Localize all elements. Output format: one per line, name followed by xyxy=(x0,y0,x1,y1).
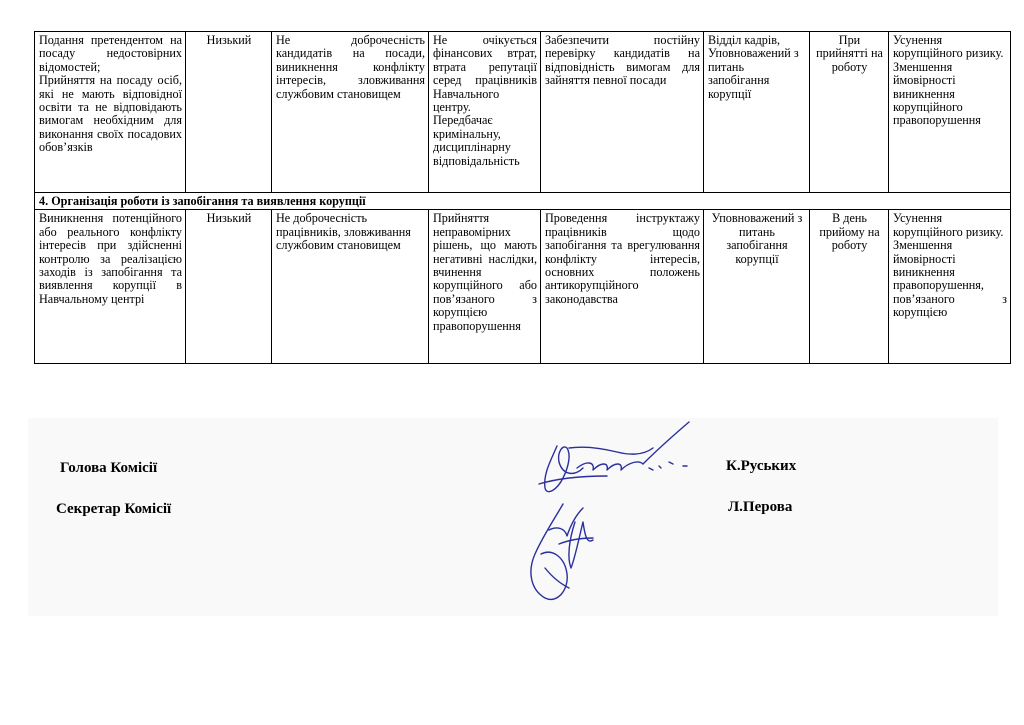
responsible-cell: Уповноважений з питань запобігання корупції xyxy=(704,210,810,364)
chair-signature-stroke xyxy=(643,422,689,464)
risk-level-cell: Низький xyxy=(186,210,272,364)
cell-text: Зменшення ймовірності виникнення корупційного правопорушення xyxy=(893,59,981,128)
expected-result-cell xyxy=(889,210,1011,364)
chair-signature-stroke xyxy=(577,462,643,470)
deadline-cell: В день прийому на роботу xyxy=(810,210,889,364)
secretary-title: Секретар Комісії xyxy=(56,501,172,517)
chair-title: Голова Комісії xyxy=(60,460,158,476)
chair-signature-stroke xyxy=(545,446,583,492)
cell-text: Передбачає кримінальну, дисциплінарну відповідальність xyxy=(433,113,520,168)
cell-text: Зменшення ймовірності виникнення правопорушення, пов’язаного з корупцією xyxy=(893,238,1007,320)
risk-source-cell: Не доброчесність кандидатів на посади, виникнення конфлікту інтересів, зловживання службовим становищем xyxy=(272,32,429,193)
secretary-signature-stroke xyxy=(549,508,583,536)
chair-signature-stroke xyxy=(569,447,653,454)
handwritten-signatures xyxy=(483,418,743,608)
section-heading: 4. Організація роботи із запобігання та виявлення корупції xyxy=(35,193,1011,210)
risk-source-cell: Не доброчесність працівників, зловживання службовим становищем xyxy=(272,210,429,364)
cell-text: Усунення корупційного ризику. xyxy=(893,211,1004,239)
measures-cell: Забезпечити постійну перевірку кандидатів на відповідність вимогам для зайняття певної посади xyxy=(541,32,704,193)
deadline-cell: При прийнятті на роботу xyxy=(810,32,889,193)
table-row xyxy=(35,210,1011,364)
risk-description-cell: Виникнення потенційного або реального конфлікту інтересів при здійсненні контролю за реалізацією заходів із запобігання та виявлення корупції в Навчальному центрі xyxy=(35,210,186,364)
secretary-signature-stroke xyxy=(569,522,593,568)
chair-signature-stroke xyxy=(539,476,607,484)
secretary-signature-stroke xyxy=(545,568,569,588)
risk-description-cell xyxy=(35,32,186,193)
secretary-signature-stroke xyxy=(531,504,567,599)
chair-signature-stroke xyxy=(649,462,687,470)
cell-text: Усунення корупційного ризику. xyxy=(893,33,1004,61)
cell-text: Не очікується фінансових втрат, втрата репутації серед працівників Навчального центру. xyxy=(433,33,537,115)
responsible-cell: Відділ кадрів, Уповноважений з питань запобігання корупції xyxy=(704,32,810,193)
chair-name: К.Руських xyxy=(726,458,797,474)
risk-table xyxy=(34,31,1011,364)
expected-result-cell xyxy=(889,32,1011,193)
risk-level-cell: Низький xyxy=(186,32,272,193)
consequences-cell xyxy=(429,32,541,193)
section-heading-row xyxy=(35,193,1011,210)
table-row xyxy=(35,32,1011,193)
cell-text: Подання претендентом на посаду недостовірних відомостей; xyxy=(39,33,182,74)
cell-text: Прийняття на посаду осіб, які не мають відповідної освіти та не відповідають вимогам необхідним для виконання своїх посадових обов’язків xyxy=(39,73,182,155)
secretary-name: Л.Перова xyxy=(728,499,793,515)
signature-block xyxy=(28,418,998,616)
consequences-cell: Прийняття неправомірних рішень, що мають негативні наслідки, вчинення корупційного або пов’язаного з корупцією правопорушення xyxy=(429,210,541,364)
measures-cell: Проведення інструктажу працівників щодо запобігання та врегулювання конфлікту інтересів, основних положень антикорупційного законодавства xyxy=(541,210,704,364)
